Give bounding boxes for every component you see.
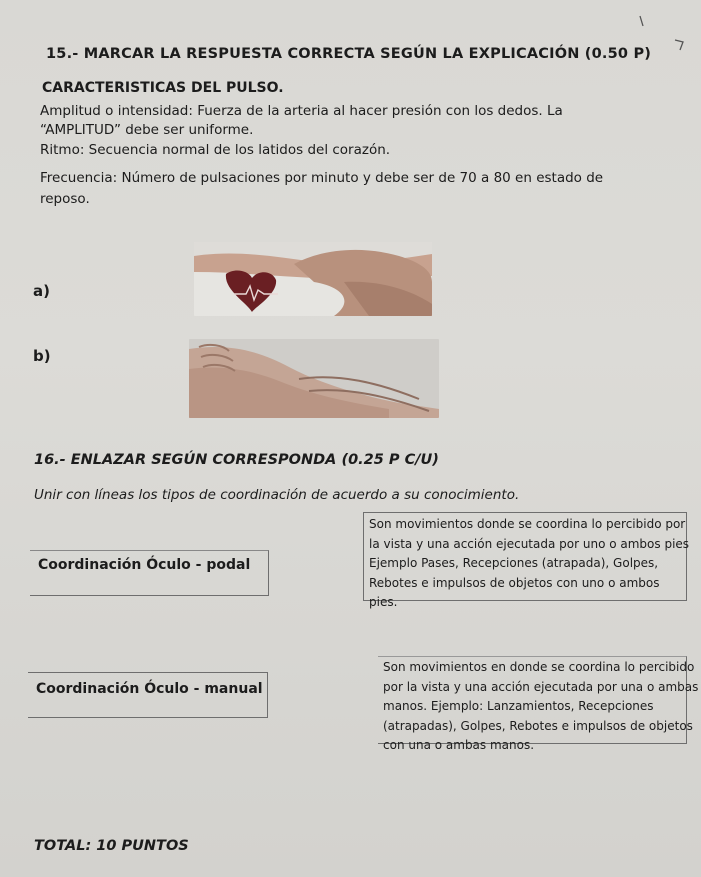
pulse-photo-b[interactable] (189, 339, 439, 418)
definition-line: Rebotes e impulsos de objetos con uno o ambos (369, 575, 660, 590)
definition-line: pies. (369, 595, 398, 609)
option-b-label[interactable]: b) (33, 347, 51, 365)
characteristic-line: Ritmo: Secuencia normal de los latidos del corazón. (40, 142, 391, 158)
term-box-oculo-manual[interactable] (28, 672, 268, 718)
characteristics-heading: CARACTERISTICAS DEL PULSO. (42, 80, 284, 96)
definition-line: con una o ambas manos. (383, 738, 535, 752)
characteristic-line: “AMPLITUD” debe ser uniforme. (40, 122, 254, 138)
term-box-oculo-podal[interactable] (30, 550, 269, 596)
definition-line: Son movimientos en donde se coordina lo percibido (383, 660, 695, 674)
definition-line: la vista y una acción ejecutada por uno o ambos pies (369, 536, 690, 551)
characteristic-line: reposo. (40, 191, 90, 207)
characteristic-line: Frecuencia: Número de pulsaciones por minuto y debe ser de 70 a 80 en estado de (40, 170, 604, 186)
definition-box-2[interactable] (378, 656, 699, 752)
definition-line: Son movimientos donde se coordina lo percibido por (369, 517, 686, 531)
option-a-label[interactable]: a) (33, 282, 50, 300)
term-oculo-podal: Coordinación Óculo - podal (38, 557, 251, 573)
definition-text-2 (383, 658, 698, 756)
definition-text-1 (369, 515, 689, 613)
definition-line: por la vista y una acción ejecutada por una o ambas (383, 679, 699, 694)
characteristic-line: Amplitud o intensidad: Fuerza de la arteria al hacer presión con los dedos. La (40, 103, 563, 119)
question-16-instruction: Unir con líneas los tipos de coordinación de acuerdo a su conocimiento. (34, 487, 520, 503)
total-points: TOTAL: 10 PUNTOS (34, 838, 189, 854)
pulse-photo-a[interactable] (194, 242, 432, 316)
definition-line: manos. Ejemplo: Lanzamientos, Recepciones (383, 699, 654, 713)
term-oculo-manual: Coordinación Óculo - manual (36, 681, 263, 697)
question-16-title: 16.- ENLAZAR SEGÚN CORRESPONDA (0.25 P C/U) (34, 452, 439, 468)
definition-line: (atrapadas), Golpes, Rebotes e impulsos de objetos (383, 718, 693, 733)
definition-box-1[interactable] (363, 512, 690, 609)
question-15-title: 15.- MARCAR LA RESPUESTA CORRECTA SEGÚN LA EXPLICACIÓN (0.50 P) (46, 46, 652, 62)
definition-line: Ejemplo Pases, Recepciones (atrapada), Golpes, (369, 556, 659, 570)
